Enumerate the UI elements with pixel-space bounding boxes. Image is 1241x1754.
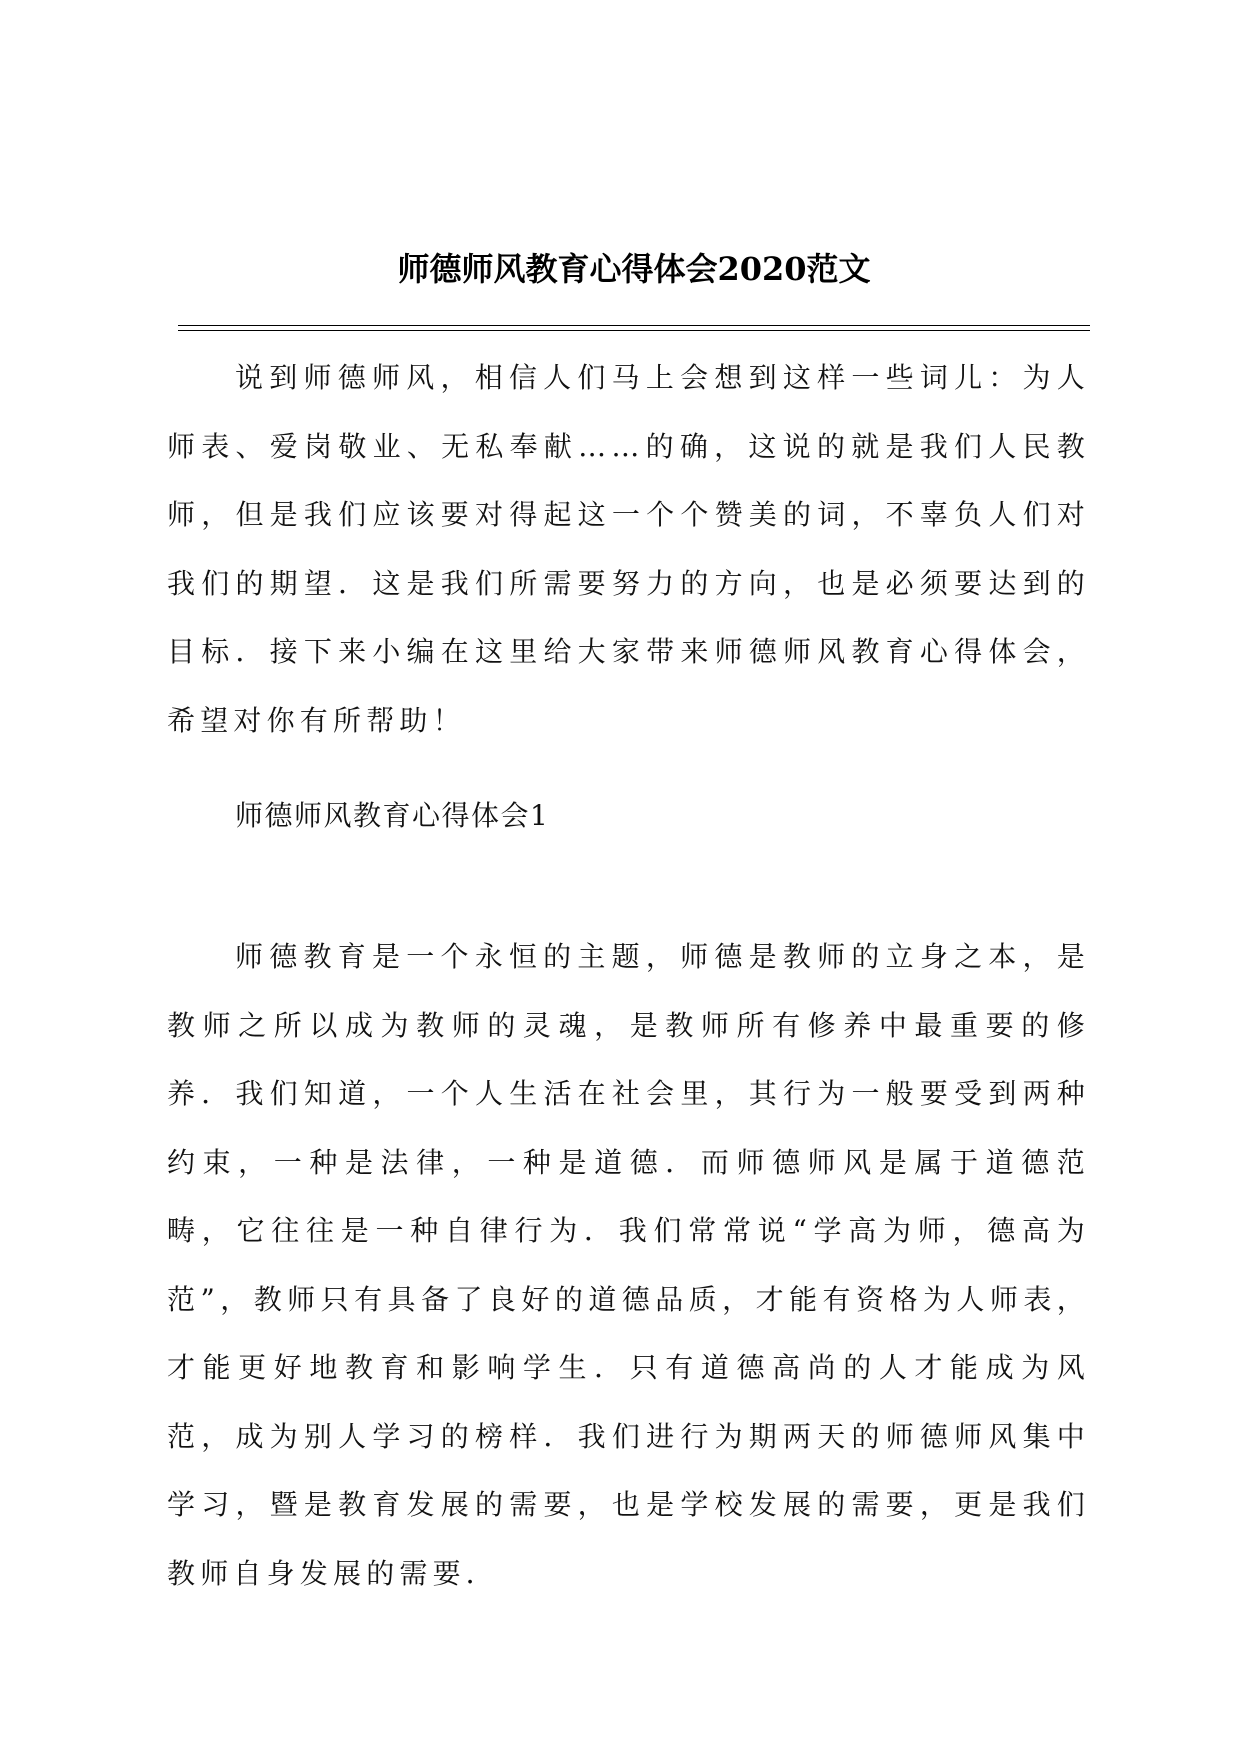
document-title: 师德师风教育心得体会2020范文 — [397, 250, 871, 288]
body-paragraph: 师德教育是一个永恒的主题，师德是教师的立身之本，是教师之所以成为教师的灵魂，是教师所有修养中最重要的修养．我们知道，一个人生活在社会里，其行为一般要受到两种约束，一种是法律，一种是道德．而师德师风是属于道德范畴，它往往是一种自律行为．我们常常说“学高为师，德高为范”，教师只有具备了良好的道德品质，才能有资格为人师表，才能更好地教育和影响学生．只有道德高尚的人才能成为风范，成为别人学习的榜样．我们进行为期两天的师德师风集中学习，暨是教育发展的需要，也是学校发展的需要，更是我们教师自身发展的需要． — [167, 940, 1090, 1590]
title-divider-top — [178, 325, 1090, 326]
intro-paragraph: 说到师德师风，相信人们马上会想到这样一些词儿：为人师表、爱岗敬业、无私奉献……的确，这说的就是我们人民教师，但是我们应该要对得起这一个个赞美的词，不辜负人们对我们的期望．这是我们所需要努力的方向，也是必须要达到的目标．接下来小编在这里给大家带来师德师风教育心得体会，希望对你有所帮助！ — [167, 361, 1090, 737]
section-heading: 师德师风教育心得体会1 — [235, 799, 550, 832]
title-divider-bottom — [178, 330, 1090, 331]
